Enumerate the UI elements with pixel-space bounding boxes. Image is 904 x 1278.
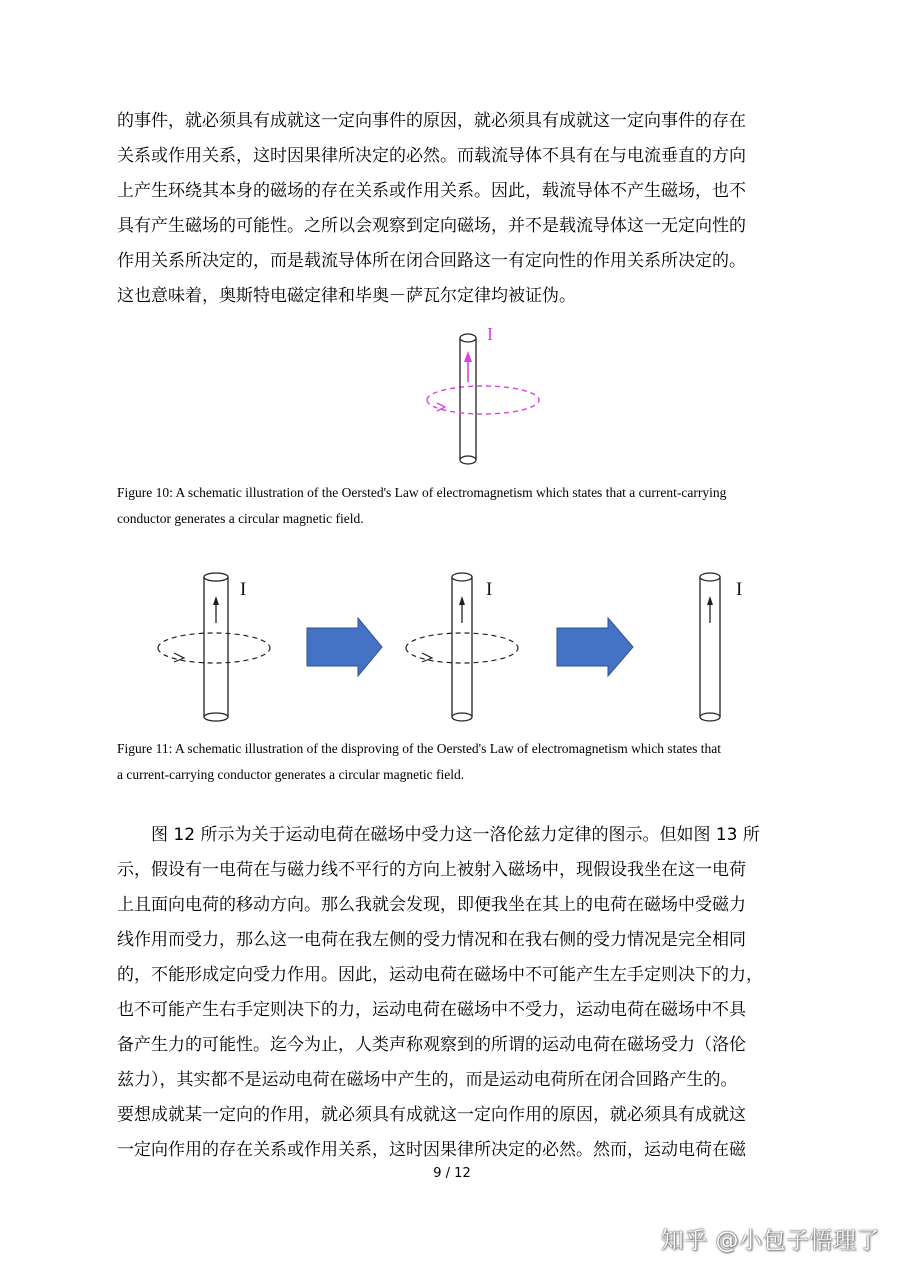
current-arrowhead xyxy=(464,351,472,362)
field-loop-front xyxy=(158,648,270,663)
current-label: I xyxy=(736,579,743,600)
caption-line: Figure 10: A schematic illustration of the Oersted's Law of electromagnetism which states that a current-carrying xyxy=(117,485,727,500)
current-arrowhead xyxy=(213,596,219,605)
panel-2-conductor-with-field xyxy=(406,573,518,721)
caption-line: Figure 11: A schematic illustration of the disproving of the Oersted's Law of electromagnetism which states that xyxy=(117,741,722,756)
watermark: 知乎 @小包子悟理了 xyxy=(660,1228,880,1254)
field-loop-back xyxy=(406,633,518,648)
text-line: 线作用而受力，那么这一电荷在我左侧的受力情况和在我右侧的受力情况是完全相同 xyxy=(117,930,746,950)
transition-arrow-1 xyxy=(307,618,382,676)
body-paragraph-2 xyxy=(117,818,789,1168)
text-line: 上产生环绕其本身的磁场的存在关系或作用关系。因此，载流导体不产生磁场，也不 xyxy=(117,181,746,201)
figure-11-caption xyxy=(117,736,797,788)
text-line: 上且面向电荷的移动方向。那么我就会发现，即便我坐在其上的电荷在磁场中受磁力 xyxy=(117,895,746,915)
text-line: 也不可能产生右手定则决下的力，运动电荷在磁场中不受力，运动电荷在磁场中不具 xyxy=(117,1000,746,1020)
current-label: I xyxy=(486,579,493,600)
transition-arrow-2 xyxy=(557,618,633,676)
caption-line: a current-carrying conductor generates a circular magnetic field. xyxy=(117,767,465,782)
caption-line: conductor generates a circular magnetic field. xyxy=(117,511,364,526)
text-line: 这也意味着，奥斯特电磁定律和毕奥－萨瓦尔定律均被证伪。 xyxy=(117,286,576,306)
current-label: I xyxy=(240,579,247,600)
text-line: 关系或作用关系，这时因果律所决定的必然。而载流导体不具有在与电流垂直的方向 xyxy=(117,146,746,166)
body-paragraph-1 xyxy=(117,104,789,314)
text-line: 具有产生磁场的可能性。之所以会观察到定向磁场，并不是载流导体这一无定向性的 xyxy=(117,216,746,236)
current-label: I xyxy=(487,324,493,344)
text-line: 的事件，就必须具有成就这一定向事件的原因，就必须具有成就这一定向事件的存在 xyxy=(117,111,746,131)
text-line: 的，不能形成定向受力作用。因此，运动电荷在磁场中不可能产生左手定则决下的力， xyxy=(117,965,763,985)
text-line: 图 12 所示为关于运动电荷在磁场中受力这一洛伦兹力定律的图示。但如图 13 所 xyxy=(151,825,760,845)
field-loop-front xyxy=(406,648,518,663)
text-line: 作用关系所决定的，而是载流导体所在闭合回路这一有定向性的作用关系所决定的。 xyxy=(117,251,746,271)
panel-3-conductor-without-field xyxy=(700,573,742,721)
text-line: 兹力），其实都不是运动电荷在磁场中产生的，而是运动电荷所在闭合回路产生的。 xyxy=(117,1070,738,1090)
field-loop-back xyxy=(158,633,270,648)
panel-1-conductor-with-field xyxy=(158,573,270,721)
figure-10-caption xyxy=(117,480,797,532)
page-number: 9 / 12 xyxy=(433,1166,471,1181)
text-line: 示，假设有一电荷在与磁力线不平行的方向上被射入磁场中，现假设我坐在这一电荷 xyxy=(117,860,746,880)
text-line: 备产生力的可能性。迄今为止，人类声称观察到的所谓的运动电荷在磁场受力（洛伦 xyxy=(117,1035,746,1055)
text-line: 一定向作用的存在关系或作用关系，这时因果律所决定的必然。然而，运动电荷在磁 xyxy=(117,1140,746,1160)
current-arrowhead xyxy=(707,596,713,605)
text-line: 要想成就某一定向的作用，就必须具有成就这一定向作用的原因，就必须具有成就这 xyxy=(117,1105,746,1125)
figure-11-disproof-diagram xyxy=(0,565,904,730)
figure-10-oersted-diagram xyxy=(0,320,904,480)
current-arrowhead xyxy=(459,596,465,605)
magnetic-field-loop-back xyxy=(427,386,539,400)
